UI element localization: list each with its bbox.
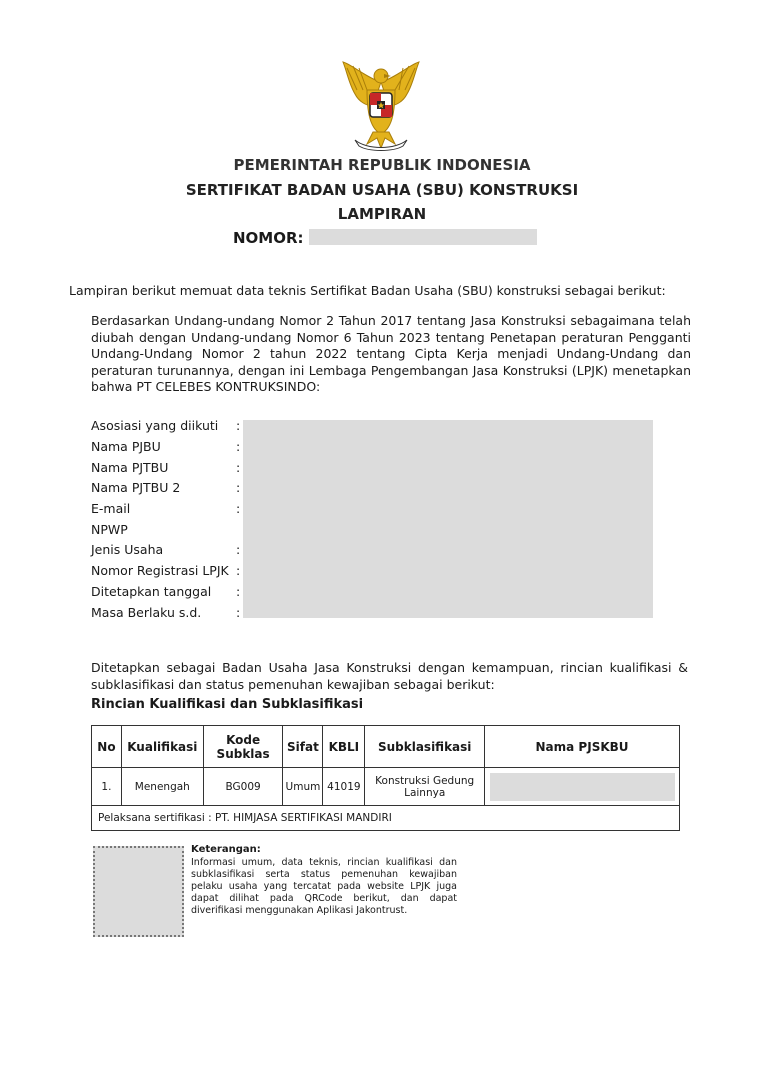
cell-kbli: 41019 — [323, 768, 365, 806]
field-label: Ditetapkan tanggal — [91, 584, 212, 599]
cell-kode: BG009 — [203, 768, 283, 806]
col-header-kbli: KBLI — [323, 726, 365, 768]
col-header-no: No — [92, 726, 122, 768]
cell-no: 1. — [92, 768, 122, 806]
field-label: Masa Berlaku s.d. — [91, 605, 202, 620]
field-colon: : — [236, 563, 241, 578]
pjskbu-redacted — [490, 773, 675, 801]
field-label: Nomor Registrasi LPJK — [91, 563, 229, 578]
field-label: E-mail — [91, 501, 131, 516]
cell-nama-pjskbu — [485, 768, 680, 806]
field-label: Nama PJTBU 2 — [91, 480, 181, 495]
qualification-paragraph: Ditetapkan sebagai Badan Usaha Jasa Konstruksi dengan kemampuan, rincian kualifikasi & subklasifikasi dan status pemenuhan kewajiban sebagai berikut: — [91, 660, 688, 692]
field-label: Jenis Usaha — [91, 542, 164, 557]
field-colon: : — [236, 439, 241, 454]
header-lampiran: LAMPIRAN — [337, 205, 427, 223]
table-row — [92, 768, 680, 806]
cell-kualifikasi: Menengah — [121, 768, 203, 806]
field-colon: : — [236, 584, 241, 599]
qualification-table — [91, 725, 680, 831]
intro-text: Lampiran berikut memuat data teknis Sertifikat Badan Usaha (SBU) konstruksi sebagai berikut: — [69, 283, 666, 298]
header-government: PEMERINTAH REPUBLIK INDONESIA — [233, 156, 531, 174]
col-header-kode-subklas: Kode Subklas — [203, 726, 283, 768]
keterangan-text: Informasi umum, data teknis, rincian kualifikasi dan subklasifikasi serta status pemenuhan kewajiban pelaku usaha yang tercatat pada website LPJK juga dapat dilihat pada QRCode berikut, dan dapat diverifikasi menggunakan Aplikasi Jakontrust. — [191, 857, 457, 916]
legal-basis-paragraph: Berdasarkan Undang-undang Nomor 2 Tahun 2017 tentang Jasa Konstruksi sebagaimana telah diubah dengan Undang-undang Nomor 6 Tahun 2023 tentang Penetapan peraturan Pengganti Undang-Undang Nomor 2 tahun 2022 tentang Cipta Kerja menjadi Undang-Undang dan peraturan turunannya, dengan ini Lembaga Pengembangan Jasa Konstruksi (LPJK) menetapkan bahwa PT CELEBES KONTRUKSINDO: — [91, 313, 691, 394]
keterangan-title: Keterangan: — [191, 844, 261, 855]
field-colon: : — [236, 460, 241, 475]
field-colon: : — [236, 480, 241, 495]
pelaksana-text: Pelaksana sertifikasi : PT. HIMJASA SERTIFIKASI MANDIRI — [92, 806, 680, 831]
col-header-sifat: Sifat — [283, 726, 323, 768]
field-label: Asosiasi yang diikuti — [91, 418, 219, 433]
qr-code-redacted — [93, 846, 184, 937]
nomor-label: NOMOR: — [233, 229, 304, 247]
field-colon: : — [236, 418, 241, 433]
fields-redacted-block — [243, 420, 653, 618]
cell-subklasifikasi: Konstruksi Gedung Lainnya — [365, 768, 485, 806]
field-label: NPWP — [91, 522, 128, 537]
col-header-kualifikasi: Kualifikasi — [121, 726, 203, 768]
col-header-subklasifikasi: Subklasifikasi — [365, 726, 485, 768]
cell-sifat: Umum — [283, 768, 323, 806]
field-colon: : — [236, 542, 241, 557]
table-title: Rincian Kualifikasi dan Subklasifikasi — [91, 697, 364, 712]
header-certificate-title: SERTIFIKAT BADAN USAHA (SBU) KONSTRUKSI — [185, 181, 579, 199]
nomor-redacted — [309, 229, 537, 245]
garuda-emblem-icon — [337, 60, 425, 152]
field-colon: : — [236, 501, 241, 516]
table-header-row — [92, 726, 680, 768]
field-colon: : — [236, 605, 241, 620]
field-label: Nama PJBU — [91, 439, 161, 454]
col-header-nama-pjskbu: Nama PJSKBU — [485, 726, 680, 768]
field-label: Nama PJTBU — [91, 460, 169, 475]
pelaksana-row — [92, 806, 680, 831]
